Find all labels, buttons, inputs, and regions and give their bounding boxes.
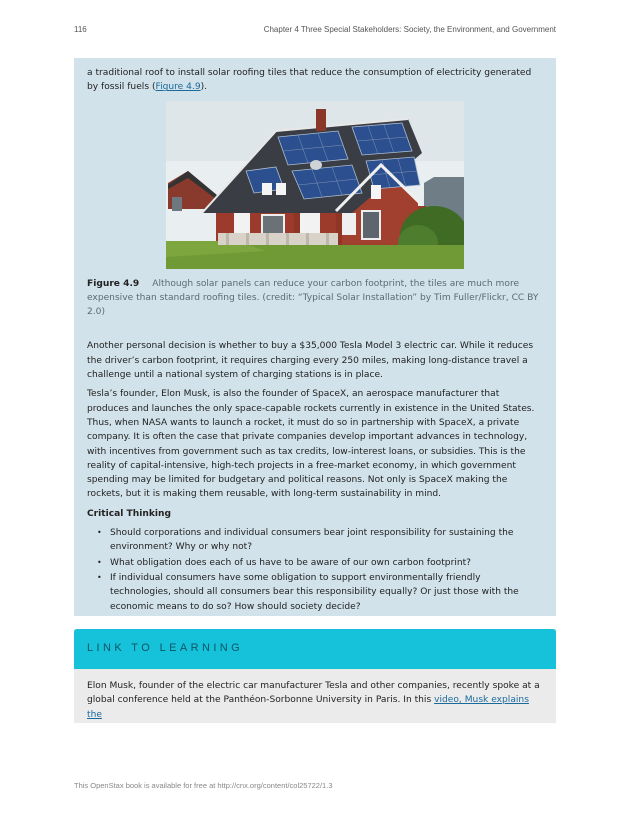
video-link[interactable]: video, Musk explains the (87, 695, 529, 720)
house-solar-photo (166, 101, 464, 269)
link-to-learning-box (74, 629, 556, 723)
page-number: 116 (74, 25, 87, 34)
paragraph-spacex: Tesla’s founder, Elon Musk, is also the founder of SpaceX, an aerospace manufacturer that produces and launches the only space-capable rockets currently in existence in the United States. Thus, when NASA wants to launch a rocket, it must do so in partnership with SpaceX, a private company. It is often the case that private companies develop important advances in technology, with incentives from government such as tax credits, low-interest loans, or subsidies. This is the reality of capital-intensive, high-tech projects in a free-market economy, in which government spending may be limited for budgetary and political reasons. Not only is SpaceX making the rockets, but it is making them reusable, with long-term sustainability in mind. (87, 389, 535, 500)
critical-thinking-heading: Critical Thinking (87, 508, 171, 519)
question-item: • Should corporations and individual consumers bear joint responsibility for sustaining the environment? Why or why not? (110, 526, 543, 555)
figure-caption (87, 277, 543, 320)
link-to-learning-heading: LINK TO LEARNING (74, 629, 556, 669)
figure-label: Figure 4.9 (87, 278, 140, 289)
link-to-learning-text (74, 669, 556, 722)
chapter-title: Chapter 4 Three Special Stakeholders: Society, the Environment, and Government (263, 25, 556, 34)
intro-text: a traditional roof to install solar roofing tiles that reduce the consumption of electricity generated by fossil fuels ( (87, 68, 532, 93)
figure-caption-text: Although solar panels can reduce your carbon footprint, the tiles are much more expensive than standard roofing tiles. (credit: “Typical Solar Installation” by Tim Fuller/Flickr, CC BY 2.0) (87, 278, 539, 318)
question-item: • What obligation does each of us have to be aware of our own carbon footprint? (110, 556, 543, 570)
intro-paragraph (87, 66, 543, 95)
question-item: • If individual consumers have some obligation to support environmentally friendly technologies, should all consumers bear this responsibility equally? Or just those with the economic means to do so? How should society decide? (110, 571, 543, 614)
figure-link[interactable]: Figure 4.9 (155, 82, 201, 93)
feature-box (74, 58, 556, 616)
footer-note: This OpenStax book is available for free at http://cnx.org/content/col25722/1.3 (74, 781, 333, 790)
paragraph-tesla-car: Another personal decision is whether to buy a $35,000 Tesla Model 3 electric car. While it reduces the driver’s carbon footprint, it requires charging every 250 miles, making long-distance travel a challenge until a national system of charging stations is in place. (87, 341, 534, 381)
link-body-text: Elon Musk, founder of the electric car manufacturer Tesla and other companies, recently spoke at a global conference held at the Panthéon-Sorbonne University in Paris. In this (87, 681, 540, 706)
question-list (87, 526, 543, 614)
intro-end: ). (200, 82, 208, 93)
